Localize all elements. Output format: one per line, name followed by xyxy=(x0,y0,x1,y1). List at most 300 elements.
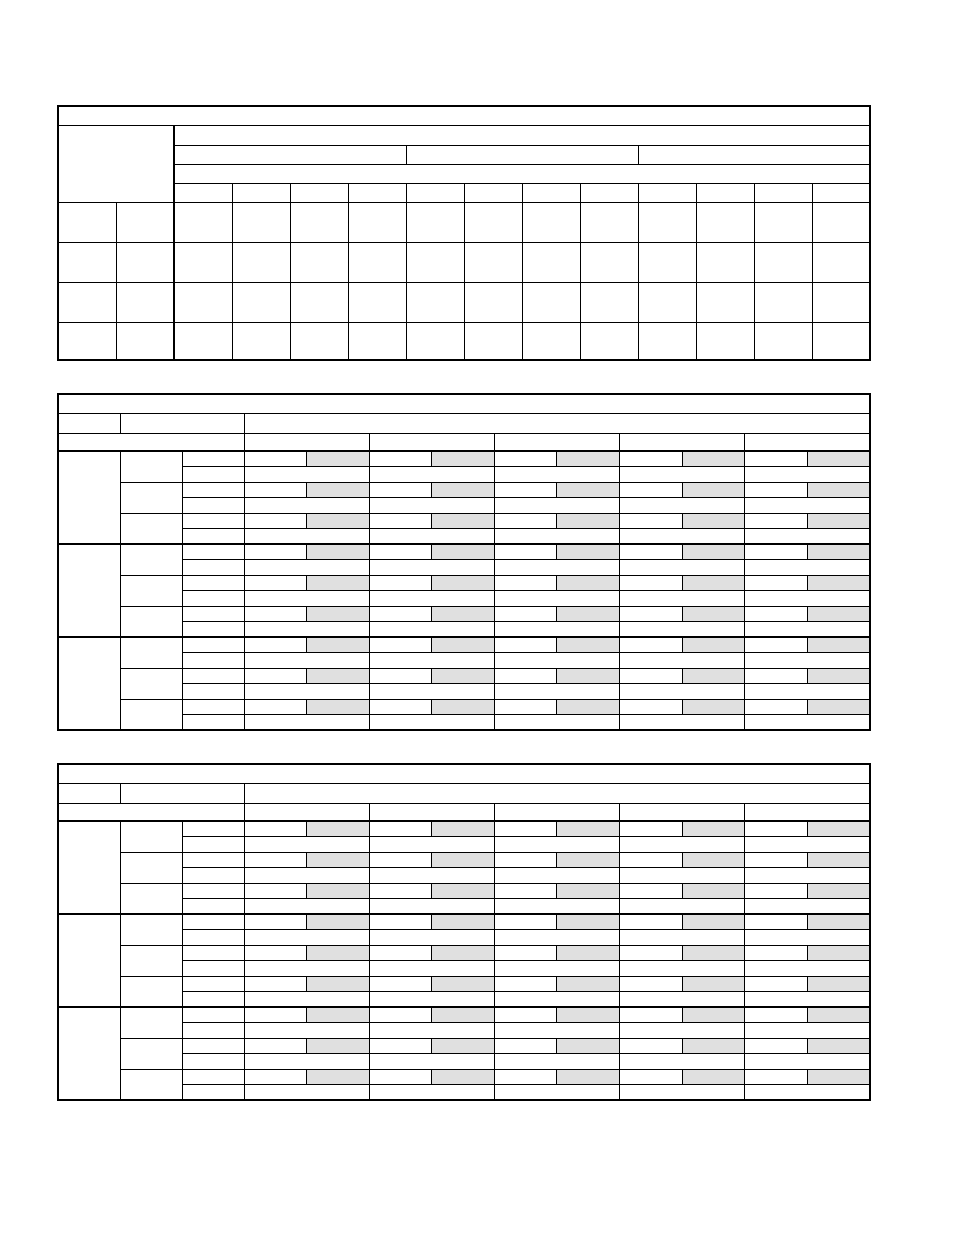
t3-value-cell xyxy=(369,992,494,1008)
t3-shaded-cell xyxy=(557,914,620,930)
t2-line-label xyxy=(182,684,244,700)
t2-row-label-header xyxy=(58,433,244,451)
t2-line-label xyxy=(182,560,244,576)
t3-value-cell xyxy=(620,837,745,853)
t3-value-cell xyxy=(745,976,808,992)
t2-shaded-cell xyxy=(682,606,745,622)
t3-value-cell xyxy=(244,1085,369,1101)
t3-shaded-cell xyxy=(807,883,870,899)
t2-value-cell xyxy=(244,575,307,591)
t3-value-cell xyxy=(745,899,870,915)
t3-line-label xyxy=(182,883,244,899)
t3-shaded-cell xyxy=(557,852,620,868)
t3-sub-label xyxy=(120,1007,182,1038)
t3-value-cell xyxy=(494,1038,557,1054)
t3-shaded-cell xyxy=(682,914,745,930)
t3-value-cell xyxy=(745,1085,870,1101)
t2-shaded-cell xyxy=(557,575,620,591)
t3-shaded-cell xyxy=(557,1007,620,1023)
table-row xyxy=(58,606,870,622)
t2-shaded-cell xyxy=(307,606,370,622)
t2-value-cell xyxy=(244,467,369,483)
t2-line-label xyxy=(182,498,244,514)
t3-shaded-cell xyxy=(682,945,745,961)
t2-value-cell xyxy=(620,451,683,467)
t2-line-label xyxy=(182,653,244,669)
t3-value-cell xyxy=(494,852,557,868)
table-1-body xyxy=(58,202,870,360)
t2-shaded-cell xyxy=(307,482,370,498)
table-1-title xyxy=(58,106,870,125)
t2-line-label xyxy=(182,482,244,498)
t2-value-cell xyxy=(369,606,432,622)
t2-value-cell xyxy=(369,560,494,576)
table-1-corner xyxy=(58,125,174,202)
t2-shaded-cell xyxy=(682,575,745,591)
table-row xyxy=(58,1038,870,1054)
table-1-cell xyxy=(696,322,754,360)
table-row xyxy=(58,1069,870,1085)
t3-shaded-cell xyxy=(307,821,370,837)
t3-value-cell xyxy=(620,1069,683,1085)
t2-value-cell xyxy=(745,591,870,607)
t2-value-cell xyxy=(369,699,432,715)
table-1-cell xyxy=(464,242,522,282)
t3-value-cell xyxy=(244,930,369,946)
t3-value-cell xyxy=(620,868,745,884)
table-1-subgroup xyxy=(174,145,406,164)
t3-shaded-cell xyxy=(432,1038,495,1054)
table-1-cell xyxy=(522,282,580,322)
table-1-cell xyxy=(290,202,348,242)
t3-shaded-cell xyxy=(807,945,870,961)
t2-sub-label xyxy=(120,451,182,482)
table-row xyxy=(58,883,870,899)
t2-value-cell xyxy=(369,451,432,467)
table-1-subgroup xyxy=(406,145,638,164)
t2-shaded-cell xyxy=(432,575,495,591)
t3-value-cell xyxy=(494,1069,557,1085)
table-row xyxy=(58,513,870,529)
t2-shaded-cell xyxy=(682,668,745,684)
t3-shaded-cell xyxy=(807,1038,870,1054)
t2-value-cell xyxy=(620,715,745,731)
t2-line-label xyxy=(182,637,244,653)
t3-value-cell xyxy=(369,930,494,946)
t3-value-cell xyxy=(620,821,683,837)
t3-column-group xyxy=(494,803,619,821)
t2-shaded-cell xyxy=(432,668,495,684)
table-1-cell xyxy=(348,322,406,360)
t2-value-cell xyxy=(369,653,494,669)
table-1-cell xyxy=(638,202,696,242)
table-1-cell xyxy=(812,242,870,282)
table-row xyxy=(58,482,870,498)
t2-sub-label xyxy=(120,513,182,544)
t3-header-b xyxy=(120,783,244,803)
table-1-cell xyxy=(464,322,522,360)
t3-value-cell xyxy=(745,1069,808,1085)
t3-value-cell xyxy=(745,1023,870,1039)
t2-shaded-cell xyxy=(682,482,745,498)
t3-value-cell xyxy=(494,961,619,977)
table-1-cell xyxy=(232,202,290,242)
t2-value-cell xyxy=(745,715,870,731)
table-1-column-header xyxy=(348,183,406,202)
t2-value-cell xyxy=(745,513,808,529)
t2-shaded-cell xyxy=(557,699,620,715)
t2-group-label xyxy=(58,451,120,544)
t3-value-cell xyxy=(620,992,745,1008)
t3-group-label xyxy=(58,1007,120,1100)
t2-value-cell xyxy=(494,498,619,514)
t3-line-label xyxy=(182,1007,244,1023)
t3-line-label xyxy=(182,1023,244,1039)
table-1-cell xyxy=(406,322,464,360)
t2-value-cell xyxy=(244,622,369,638)
t2-column-group xyxy=(494,433,619,451)
t3-value-cell xyxy=(620,852,683,868)
t3-sub-label xyxy=(120,914,182,945)
t3-line-label xyxy=(182,976,244,992)
t3-shaded-cell xyxy=(807,852,870,868)
t3-value-cell xyxy=(620,1023,745,1039)
t2-value-cell xyxy=(494,467,619,483)
table-1-row-sublabel xyxy=(116,282,174,322)
t3-shaded-cell xyxy=(432,976,495,992)
t2-shaded-cell xyxy=(682,637,745,653)
t3-shaded-cell xyxy=(307,852,370,868)
t2-sub-label xyxy=(120,482,182,513)
t3-shaded-cell xyxy=(432,914,495,930)
table-1-column-header xyxy=(580,183,638,202)
t3-shaded-cell xyxy=(432,1007,495,1023)
t2-value-cell xyxy=(620,622,745,638)
table-1-cell xyxy=(174,322,232,360)
t3-shaded-cell xyxy=(432,945,495,961)
t2-value-cell xyxy=(494,653,619,669)
t3-group-label xyxy=(58,821,120,914)
table-1-cell xyxy=(696,202,754,242)
t2-value-cell xyxy=(745,451,808,467)
t2-shaded-cell xyxy=(807,451,870,467)
t2-line-label xyxy=(182,591,244,607)
table-row xyxy=(58,852,870,868)
t3-sub-label xyxy=(120,852,182,883)
t2-line-label xyxy=(182,699,244,715)
t2-value-cell xyxy=(494,637,557,653)
t3-shaded-cell xyxy=(557,1069,620,1085)
t3-shaded-cell xyxy=(557,883,620,899)
t3-value-cell xyxy=(620,1038,683,1054)
table-1-cell xyxy=(638,282,696,322)
t3-value-cell xyxy=(244,852,307,868)
table-1-cell xyxy=(348,282,406,322)
t2-value-cell xyxy=(494,529,619,545)
t2-value-cell xyxy=(745,529,870,545)
t3-value-cell xyxy=(494,1007,557,1023)
t3-shaded-cell xyxy=(307,914,370,930)
t2-group-label xyxy=(58,544,120,637)
t2-value-cell xyxy=(745,467,870,483)
t3-sub-label xyxy=(120,945,182,976)
table-1-row-label xyxy=(58,322,116,360)
t3-value-cell xyxy=(620,945,683,961)
table-1-column-header xyxy=(406,183,464,202)
table-1-cell xyxy=(290,242,348,282)
t3-value-cell xyxy=(244,1054,369,1070)
t3-line-label xyxy=(182,852,244,868)
t3-value-cell xyxy=(745,1054,870,1070)
t2-shaded-cell xyxy=(557,668,620,684)
t2-value-cell xyxy=(369,544,432,560)
t3-value-cell xyxy=(494,1085,619,1101)
table-1-column-header xyxy=(696,183,754,202)
table-1-cell xyxy=(754,282,812,322)
t3-header-c xyxy=(244,783,870,803)
t2-value-cell xyxy=(244,699,307,715)
table-row xyxy=(58,976,870,992)
t3-shaded-cell xyxy=(557,976,620,992)
t2-column-group xyxy=(244,433,369,451)
t3-shaded-cell xyxy=(557,945,620,961)
t2-value-cell xyxy=(244,482,307,498)
t2-header-b xyxy=(120,413,244,433)
t3-value-cell xyxy=(369,1054,494,1070)
t3-shaded-cell xyxy=(682,976,745,992)
t2-value-cell xyxy=(494,622,619,638)
t3-shaded-cell xyxy=(807,1007,870,1023)
t2-value-cell xyxy=(244,606,307,622)
t2-sub-label xyxy=(120,637,182,668)
t2-value-cell xyxy=(620,653,745,669)
t3-value-cell xyxy=(745,945,808,961)
table-1-cell xyxy=(696,282,754,322)
t2-value-cell xyxy=(620,637,683,653)
table-1-cell xyxy=(406,202,464,242)
table-1-header-group xyxy=(174,125,870,145)
t3-shaded-cell xyxy=(682,883,745,899)
t3-value-cell xyxy=(244,899,369,915)
t2-line-label xyxy=(182,467,244,483)
table-row xyxy=(58,914,870,930)
t2-shaded-cell xyxy=(557,544,620,560)
t3-value-cell xyxy=(244,961,369,977)
t3-value-cell xyxy=(369,914,432,930)
t2-value-cell xyxy=(620,699,683,715)
t2-value-cell xyxy=(620,544,683,560)
t2-line-label xyxy=(182,668,244,684)
table-1-column-header xyxy=(290,183,348,202)
t3-line-label xyxy=(182,821,244,837)
t3-group-label xyxy=(58,914,120,1007)
t2-shaded-cell xyxy=(682,699,745,715)
t2-value-cell xyxy=(244,637,307,653)
t3-value-cell xyxy=(369,821,432,837)
t2-sub-label xyxy=(120,668,182,699)
t3-value-cell xyxy=(369,976,432,992)
t3-shaded-cell xyxy=(432,852,495,868)
t3-shaded-cell xyxy=(557,1038,620,1054)
table-1-cell xyxy=(290,282,348,322)
t2-value-cell xyxy=(244,668,307,684)
t2-shaded-cell xyxy=(807,482,870,498)
t2-value-cell xyxy=(369,575,432,591)
t2-value-cell xyxy=(745,699,808,715)
t2-shaded-cell xyxy=(807,606,870,622)
table-1-subgroup xyxy=(638,145,870,164)
t2-shaded-cell xyxy=(307,513,370,529)
table-1-row-sublabel xyxy=(116,202,174,242)
t2-value-cell xyxy=(745,575,808,591)
t3-value-cell xyxy=(369,1007,432,1023)
t2-value-cell xyxy=(244,498,369,514)
t2-value-cell xyxy=(494,482,557,498)
t2-shaded-cell xyxy=(307,699,370,715)
t2-sub-label xyxy=(120,699,182,730)
t2-value-cell xyxy=(244,684,369,700)
t3-value-cell xyxy=(369,1023,494,1039)
t2-shaded-cell xyxy=(432,544,495,560)
table-1-cell xyxy=(290,322,348,360)
t3-value-cell xyxy=(369,1085,494,1101)
t2-value-cell xyxy=(620,591,745,607)
t3-value-cell xyxy=(244,1038,307,1054)
t2-shaded-cell xyxy=(807,575,870,591)
table-1-cell xyxy=(580,322,638,360)
t2-shaded-cell xyxy=(307,451,370,467)
t3-shaded-cell xyxy=(807,1069,870,1085)
table-1-column-header xyxy=(812,183,870,202)
t3-column-group xyxy=(745,803,870,821)
t2-shaded-cell xyxy=(557,606,620,622)
t3-value-cell xyxy=(745,837,870,853)
t2-value-cell xyxy=(369,513,432,529)
t2-value-cell xyxy=(369,591,494,607)
t2-value-cell xyxy=(494,513,557,529)
t3-value-cell xyxy=(244,976,307,992)
t2-value-cell xyxy=(620,575,683,591)
t2-value-cell xyxy=(244,560,369,576)
t3-line-label xyxy=(182,1054,244,1070)
t3-shaded-cell xyxy=(807,914,870,930)
t3-value-cell xyxy=(369,852,432,868)
t3-shaded-cell xyxy=(682,1038,745,1054)
t3-value-cell xyxy=(494,837,619,853)
t2-value-cell xyxy=(620,668,683,684)
table-1 xyxy=(57,105,871,361)
t2-shaded-cell xyxy=(307,575,370,591)
table-1-cell xyxy=(348,202,406,242)
t2-shaded-cell xyxy=(807,699,870,715)
table-1-column-header xyxy=(754,183,812,202)
table-1-column-header xyxy=(522,183,580,202)
t2-value-cell xyxy=(620,560,745,576)
table-2 xyxy=(57,393,871,731)
table-1-column-header xyxy=(174,183,232,202)
table-1-cell xyxy=(812,322,870,360)
table-1-row-label xyxy=(58,242,116,282)
table-1-cell xyxy=(696,242,754,282)
t2-value-cell xyxy=(620,529,745,545)
table-1-row-label xyxy=(58,282,116,322)
t2-value-cell xyxy=(494,684,619,700)
t3-title xyxy=(58,764,870,783)
t2-value-cell xyxy=(620,467,745,483)
t3-value-cell xyxy=(745,1007,808,1023)
t2-line-label xyxy=(182,622,244,638)
t2-value-cell xyxy=(244,591,369,607)
t2-value-cell xyxy=(745,684,870,700)
t3-line-label xyxy=(182,1085,244,1101)
t2-shaded-cell xyxy=(682,451,745,467)
table-row xyxy=(58,544,870,560)
table-1-row-sublabel xyxy=(116,322,174,360)
t2-value-cell xyxy=(369,529,494,545)
t2-shaded-cell xyxy=(682,513,745,529)
t3-value-cell xyxy=(745,914,808,930)
table-1-cell xyxy=(174,242,232,282)
t3-shaded-cell xyxy=(557,821,620,837)
table-1-cell xyxy=(522,202,580,242)
t3-value-cell xyxy=(244,868,369,884)
t3-value-cell xyxy=(745,868,870,884)
t3-value-cell xyxy=(494,945,557,961)
t3-value-cell xyxy=(244,837,369,853)
table-row xyxy=(58,945,870,961)
t3-value-cell xyxy=(494,976,557,992)
table-1-cell xyxy=(580,282,638,322)
t2-title xyxy=(58,394,870,413)
t2-value-cell xyxy=(369,715,494,731)
table-1-cell xyxy=(522,242,580,282)
table-row xyxy=(58,637,870,653)
table-1-cell xyxy=(580,242,638,282)
t3-value-cell xyxy=(745,852,808,868)
t3-value-cell xyxy=(494,914,557,930)
t2-value-cell xyxy=(745,653,870,669)
t2-value-cell xyxy=(745,544,808,560)
t2-sub-label xyxy=(120,544,182,575)
table-1-cell xyxy=(464,282,522,322)
t2-value-cell xyxy=(244,653,369,669)
t2-value-cell xyxy=(244,529,369,545)
t3-value-cell xyxy=(369,945,432,961)
t3-line-label xyxy=(182,914,244,930)
table-1-column-header xyxy=(464,183,522,202)
t3-shaded-cell xyxy=(307,1007,370,1023)
t2-value-cell xyxy=(494,560,619,576)
t3-value-cell xyxy=(620,930,745,946)
t2-shaded-cell xyxy=(557,482,620,498)
t2-shaded-cell xyxy=(307,668,370,684)
t3-value-cell xyxy=(620,914,683,930)
table-1-cell xyxy=(638,242,696,282)
table-3 xyxy=(57,763,871,1101)
t2-value-cell xyxy=(244,513,307,529)
table-1-cell xyxy=(812,282,870,322)
t3-value-cell xyxy=(244,1069,307,1085)
table-1-cell xyxy=(754,242,812,282)
t2-sub-label xyxy=(120,606,182,637)
t2-value-cell xyxy=(369,498,494,514)
t2-group-label xyxy=(58,637,120,730)
t3-value-cell xyxy=(494,899,619,915)
t2-shaded-cell xyxy=(557,451,620,467)
t2-value-cell xyxy=(369,637,432,653)
t2-line-label xyxy=(182,451,244,467)
table-1-subheader xyxy=(174,164,870,183)
